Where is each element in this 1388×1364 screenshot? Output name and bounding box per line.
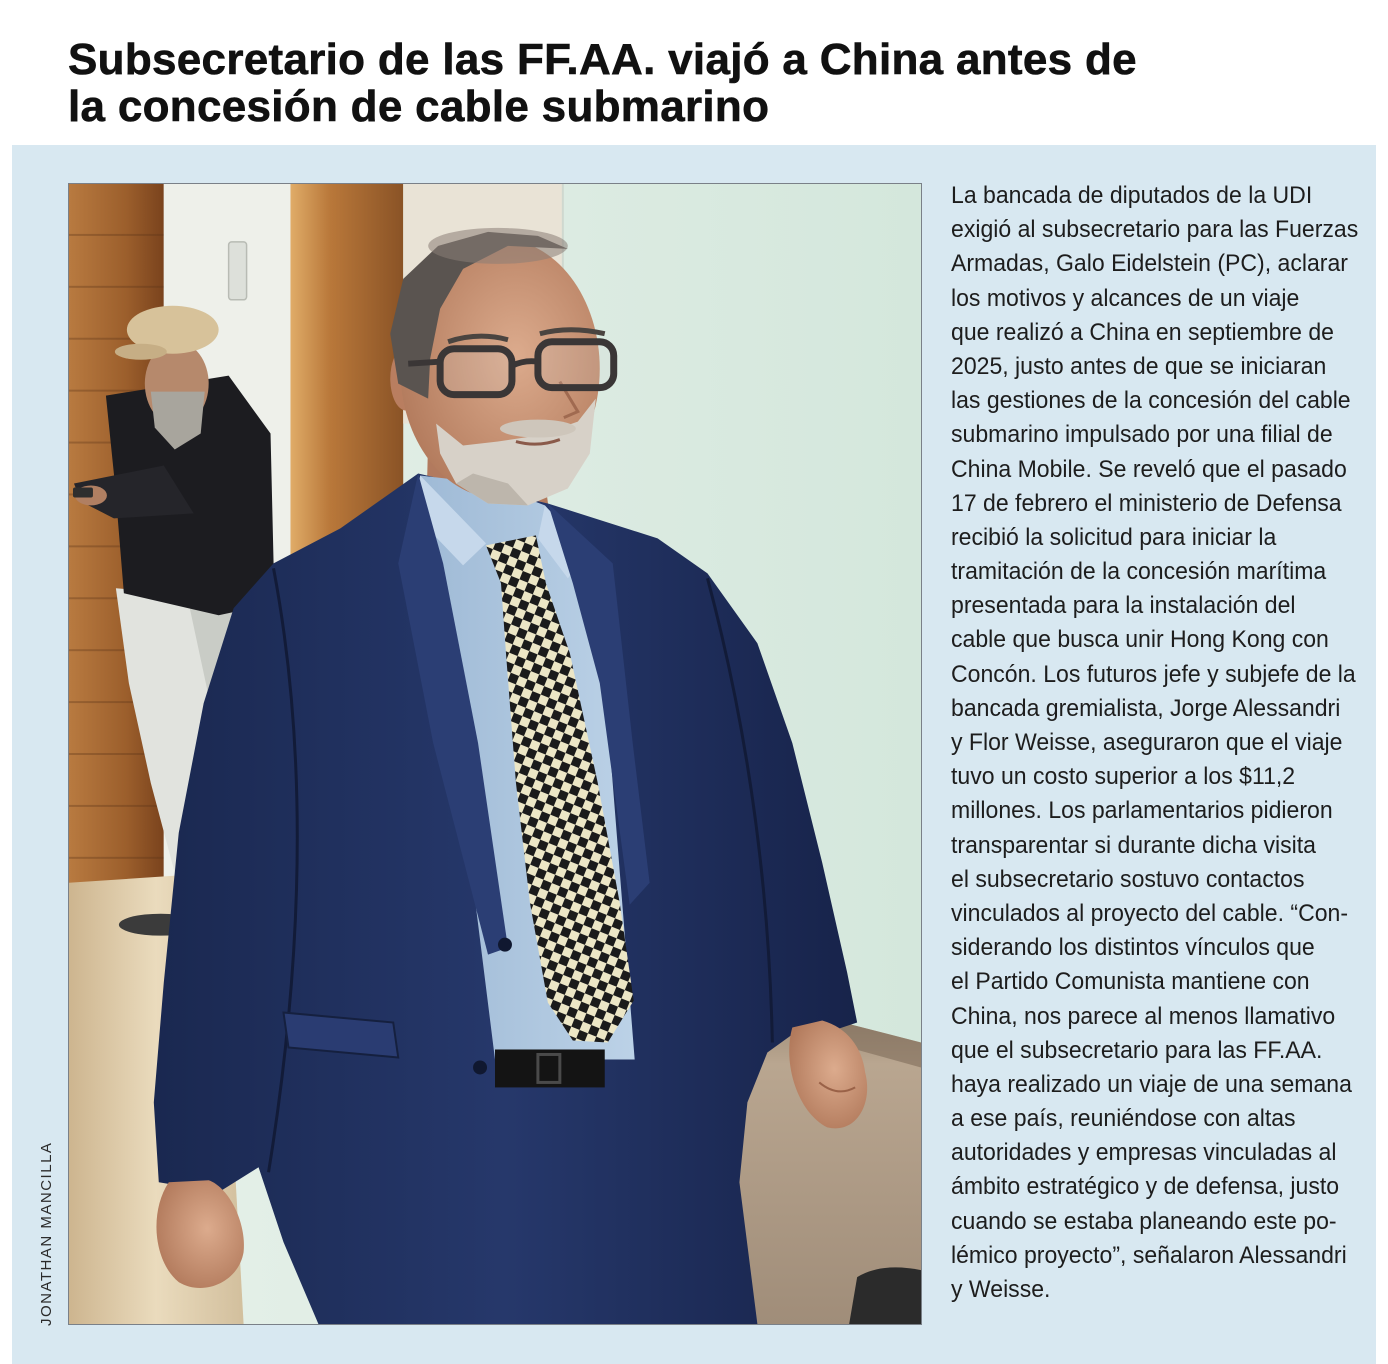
body-text-line: millones. Los parlamentarios pidieron — [951, 797, 1333, 825]
body-text-line: tramitación de la concesión marítima — [951, 558, 1327, 586]
body-text-line: ámbito estratégico y de defensa, justo — [951, 1173, 1340, 1201]
headline — [68, 36, 1368, 130]
body-text-line: cable que busca unir Hong Kong con — [951, 626, 1329, 654]
body-text-line: exigió al subsecretario para las Fuerzas — [951, 216, 1359, 244]
body-text-line: cuando se estaba planeando este po- — [951, 1207, 1337, 1235]
body-text-line: siderando los distintos vínculos que — [951, 934, 1315, 962]
body-text-line: recibió la solicitud para iniciar la — [951, 523, 1277, 551]
body-text-line: lémico proyecto”, señalaron Alessandri — [951, 1241, 1347, 1269]
article-body — [951, 179, 1359, 1307]
body-text-line: bancada gremialista, Jorge Alessandri — [951, 694, 1341, 722]
body-text-line: transparentar si durante dicha visita — [951, 831, 1316, 859]
article-photo — [68, 183, 922, 1325]
body-text-line: tuvo un costo superior a los $11,2 — [951, 763, 1296, 791]
photo-credit: JONATHAN MANCILLA — [38, 1141, 55, 1326]
body-text-line: La bancada de diputados de la UDI — [951, 182, 1313, 209]
body-text-line: a ese país, reuniéndose con altas — [951, 1105, 1296, 1133]
headline-line-1: Subsecretario de las FF.AA. viajó a China antes de — [68, 35, 1137, 84]
body-text-line: haya realizado un viaje de una semana — [951, 1070, 1352, 1098]
body-text-line: los motivos y alcances de un viaje — [951, 284, 1300, 312]
body-text-line: 2025, justo antes de que se iniciaran — [951, 352, 1327, 380]
body-text-line: vinculados al proyecto del cable. “Con- — [951, 899, 1349, 927]
body-text-line: China, nos parece al menos llamativo — [951, 1002, 1336, 1030]
body-text-line: que el subsecretario para las FF.AA. — [951, 1036, 1323, 1064]
body-text-line: autoridades y empresas vinculadas al — [951, 1139, 1337, 1167]
body-text-line: y Flor Weisse, aseguraron que el viaje — [951, 729, 1343, 756]
body-text-line: y Weisse. — [951, 1276, 1051, 1303]
body-text-line: el subsecretario sostuvo contactos — [951, 865, 1305, 893]
body-text-line: Concón. Los futuros jefe y subjefe de la — [951, 660, 1356, 688]
headline-line-2: la concesión de cable submarino — [68, 82, 770, 131]
body-text-line: China Mobile. Se reveló que el pasado — [951, 455, 1347, 483]
body-text-line: Armadas, Galo Eidelstein (PC), aclarar — [951, 250, 1348, 278]
body-text-line: submarino impulsado por una filial de — [951, 421, 1333, 449]
body-text-line: que realizó a China en septiembre de — [951, 318, 1334, 346]
body-text-line: 17 de febrero el ministerio de Defensa — [951, 489, 1342, 517]
photo-illustration — [69, 184, 921, 1324]
body-text-line: las gestiones de la concesión del cable — [951, 387, 1351, 415]
body-text-line: el Partido Comunista mantiene con — [951, 968, 1310, 996]
body-text-line: presentada para la instalación del — [951, 592, 1296, 620]
